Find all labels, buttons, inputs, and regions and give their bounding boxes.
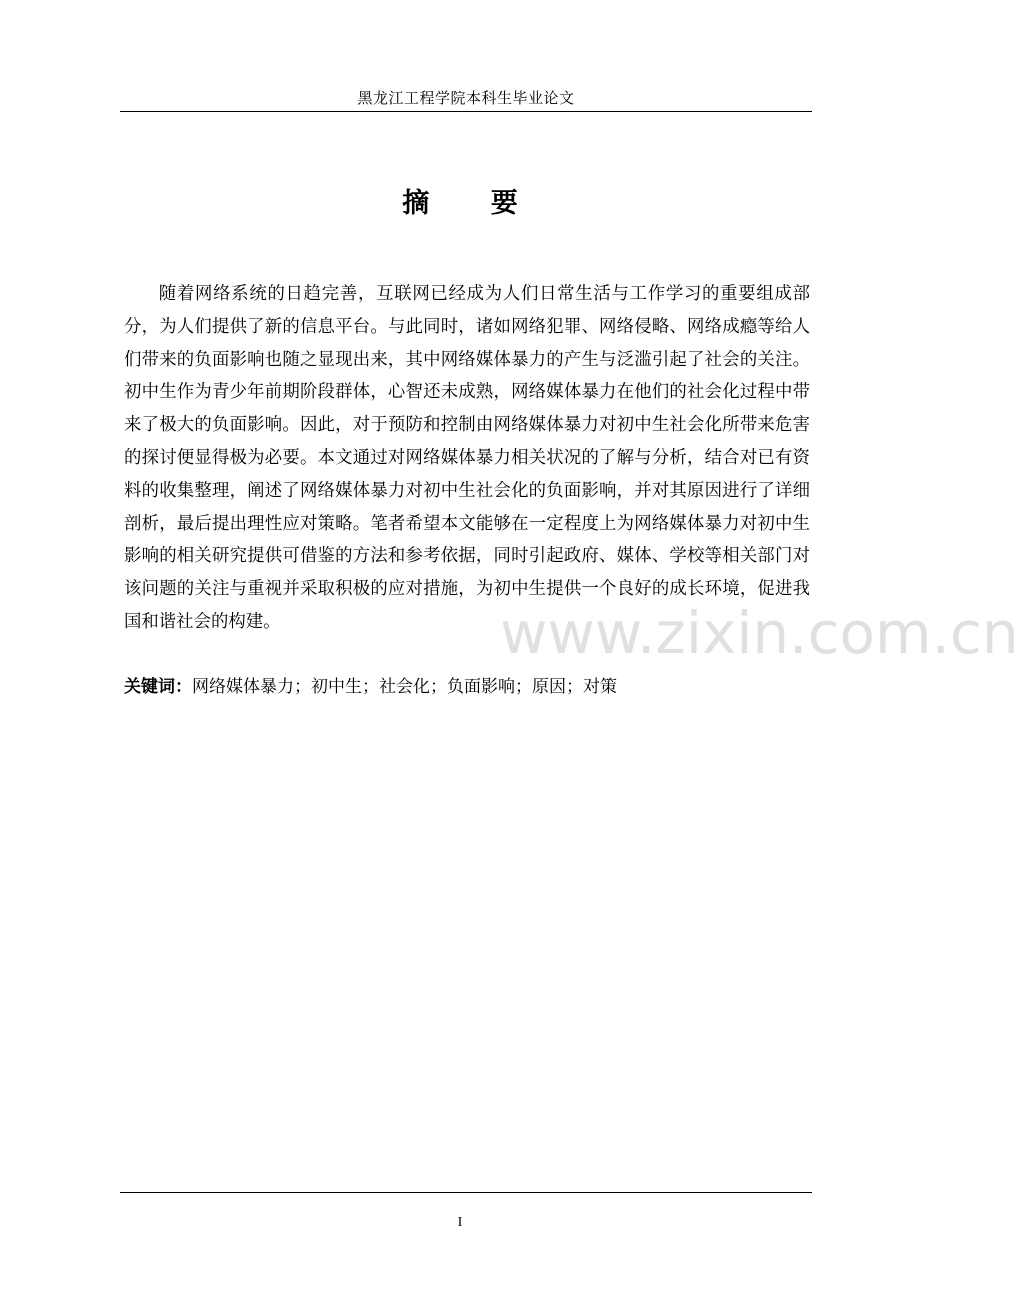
footer-divider xyxy=(120,1192,812,1193)
watermark: www.zixin.com.cn xyxy=(500,599,1019,667)
keywords-line xyxy=(124,674,810,700)
page-number: I xyxy=(457,1215,463,1230)
abstract-heading: 摘 要 xyxy=(402,188,544,219)
abstract-body: 随着网络系统的日趋完善，互联网已经成为人们日常生活与工作学习的重要组成部分，为人们提供了新的信息平台。与此同时，诸如网络犯罪、网络侵略、网络成瘾等给人们带来的负面影响也随之显现出来，其中网络媒体暴力的产生与泛滥引起了社会的关注。初中生作为青少年前期阶段群体，心智还未成熟，网络媒体暴力在他们的社会化过程中带来了极大的负面影响。因此，对于预防和控制由网络媒体暴力对初中生社会化所带来危害的探讨便显得极为必要。本文通过对网络媒体暴力相关状况的了解与分析，结合对已有资料的收集整理，阐述了网络媒体暴力对初中生社会化的负面影响，并对其原因进行了详细剖析，最后提出理性应对策略。笔者希望本文能够在一定程度上为网络媒体暴力对初中生影响的相关研究提供可借鉴的方法和参考依据，同时引起政府、媒体、学校等相关部门对该问题的关注与重视并采取积极的应对措施，为初中生提供一个良好的成长环境，促进我国和谐社会的构建。 xyxy=(124,284,810,632)
keywords-label: 关键词： xyxy=(124,677,192,697)
keywords-text: 网络媒体暴力；初中生；社会化；负面影响；原因；对策 xyxy=(192,677,617,697)
header-divider xyxy=(120,111,812,112)
running-header: 黑龙江工程学院本科生毕业论文 xyxy=(357,89,575,107)
